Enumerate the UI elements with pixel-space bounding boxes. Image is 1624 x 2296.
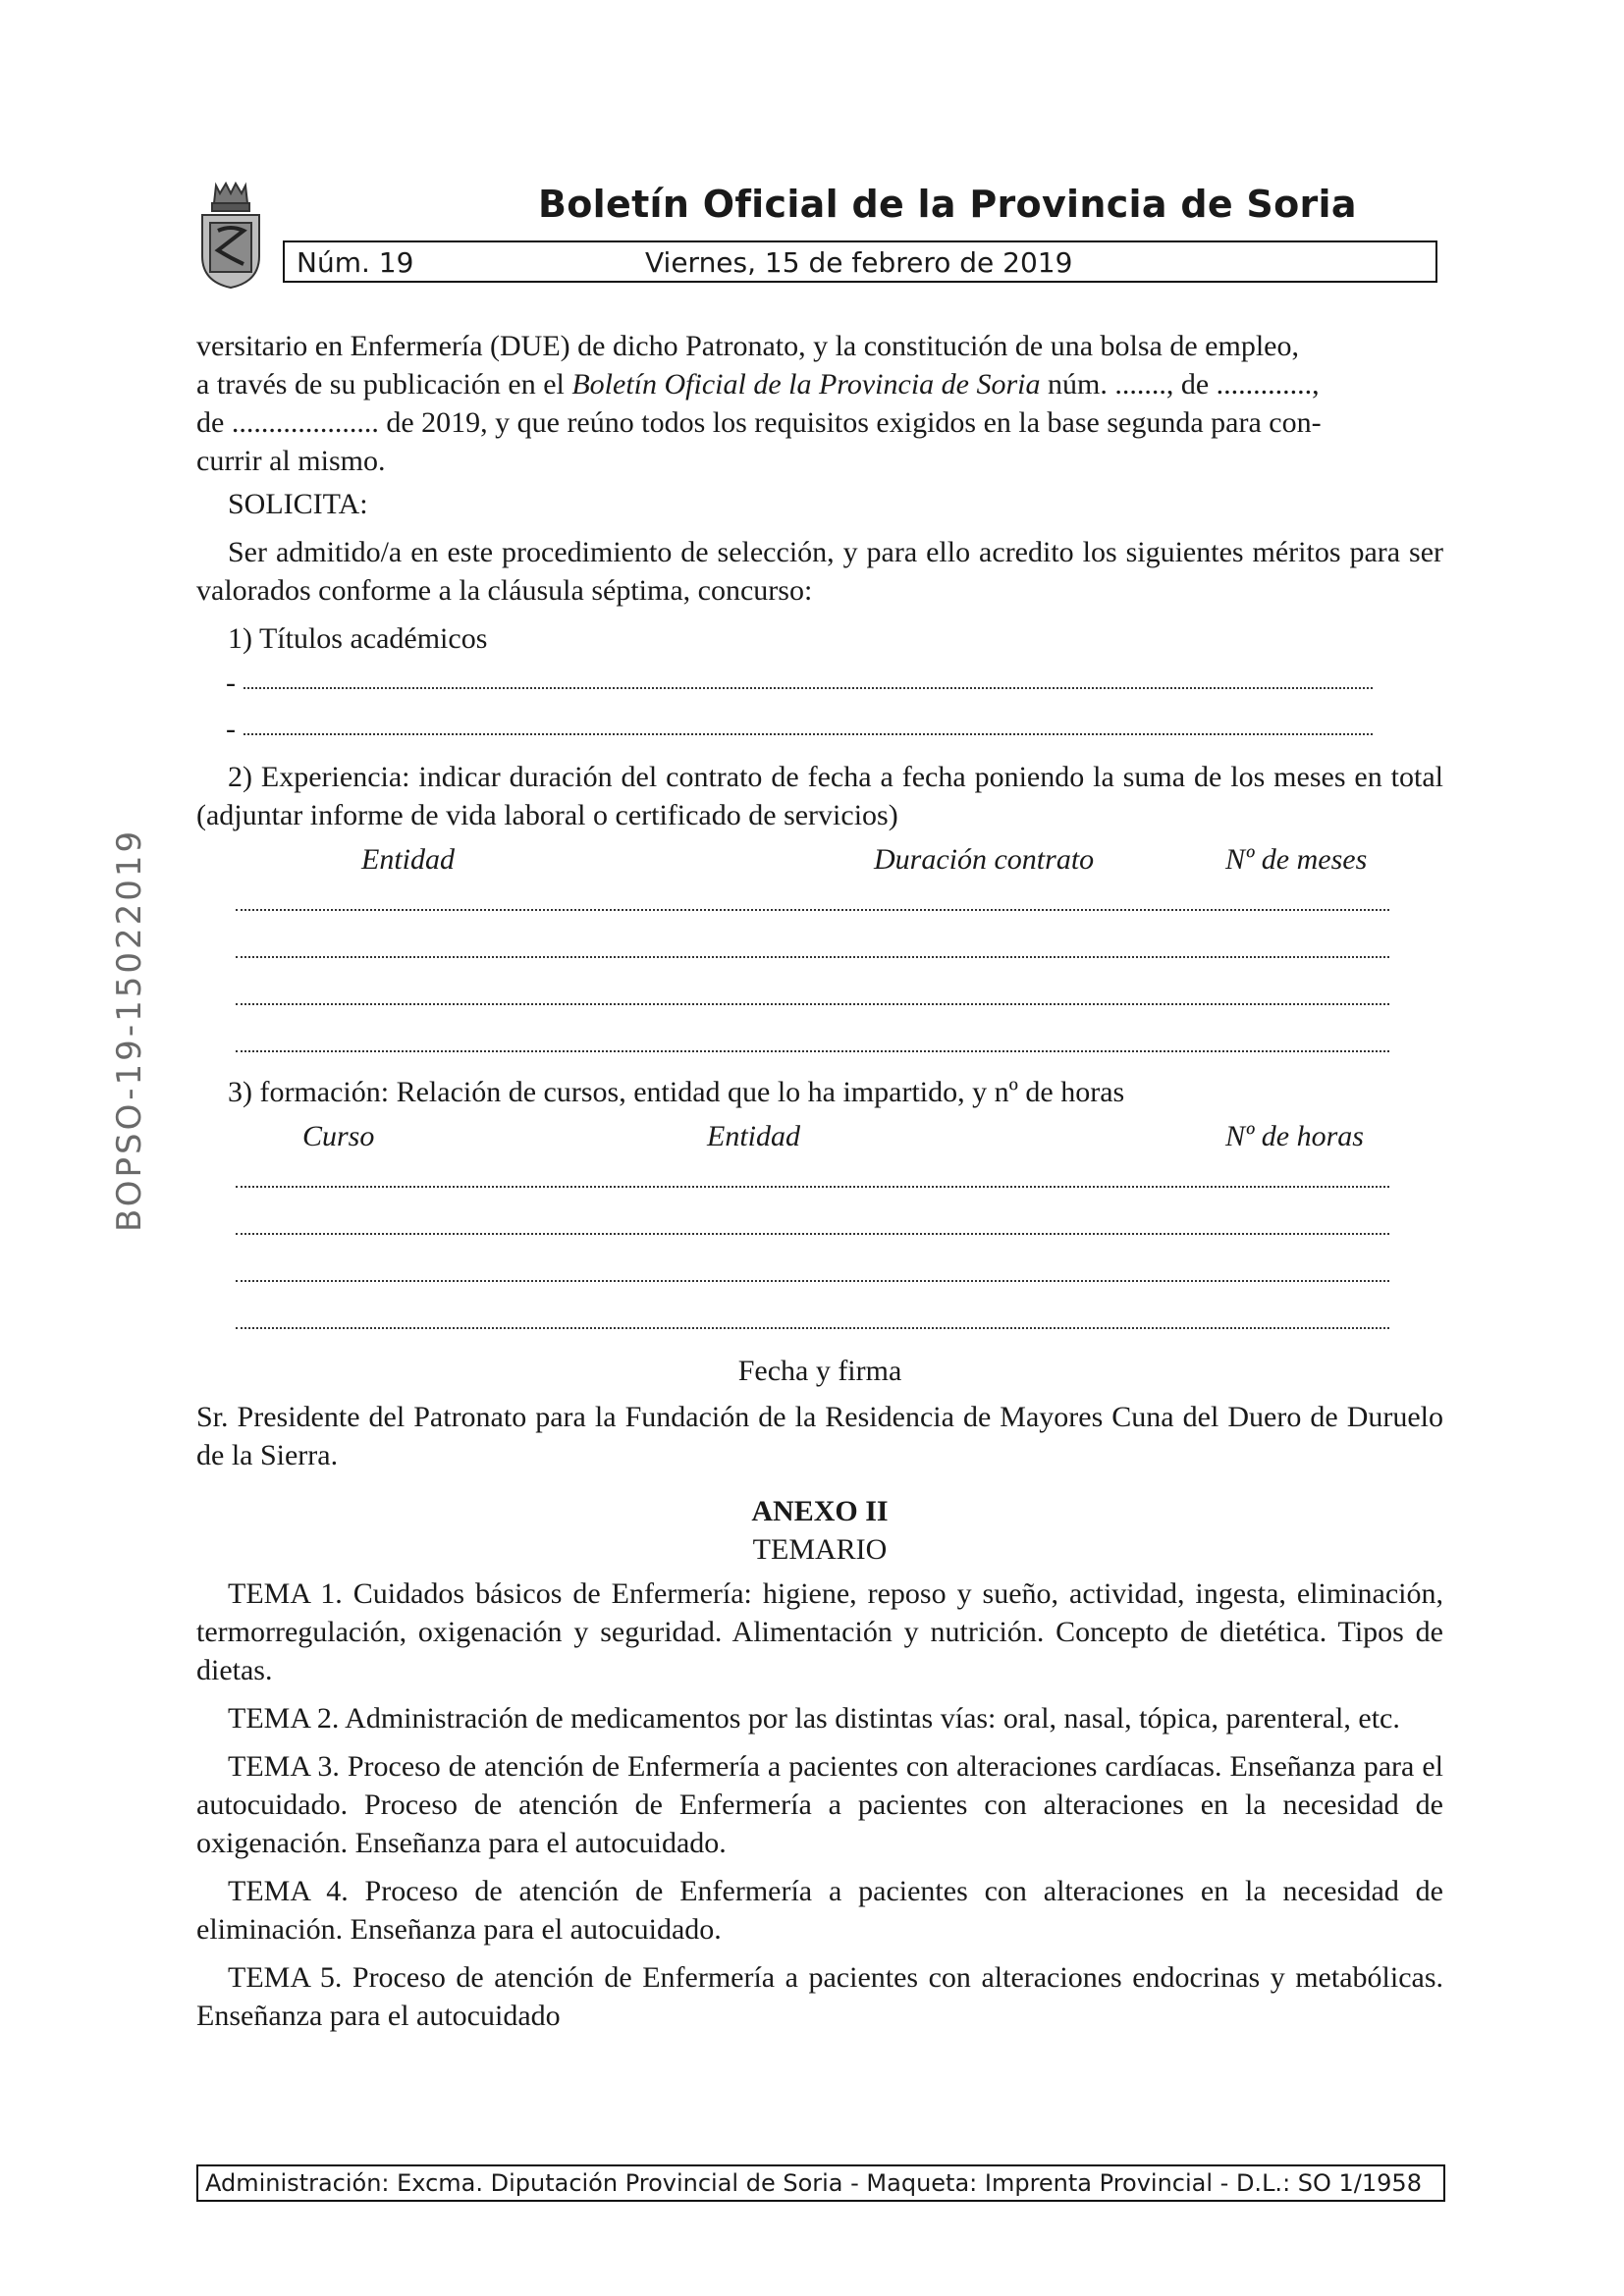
issue-date: Viernes, 15 de febrero de 2019 (645, 246, 1073, 279)
experiencia-columns (196, 838, 1443, 880)
footer-credits: Administración: Excma. Diputación Provincial de Soria - Maqueta: Imprenta Provincial - D.L.: SO 1/1958 (196, 2164, 1445, 2202)
intro-line: de .................... de 2019, y que reúno todos los requisitos exigidos en la base segunda para con- (196, 406, 1322, 439)
document-body (196, 327, 1443, 2035)
intro-line: currir al mismo. (196, 445, 386, 477)
column-entidad: Entidad (361, 843, 455, 876)
issue-number: Núm. 19 (297, 246, 414, 279)
bullet-dash: - (226, 713, 244, 745)
experiencia-entry-line (196, 1027, 1443, 1065)
column-duracion: Duración contrato (874, 843, 1095, 876)
titulo-entry-line (196, 664, 1443, 702)
intro-line (196, 365, 1443, 403)
intro-line: versitario en Enfermería (DUE) de dicho Patronato, y la constitución de una bolsa de empleo, (196, 330, 1299, 362)
intro-text: núm. ......., de ............., (1040, 368, 1320, 400)
bulletin-reference: Boletín Oficial de la Provincia de Soria (571, 368, 1041, 400)
bullet-dash: - (226, 667, 244, 699)
tema-paragraph: TEMA 4. Proceso de atención de Enfermería a pacientes con alteraciones en la necesidad de eliminación. Enseñanza para el autocuidado. (196, 1875, 1443, 1946)
column-horas: Nº de horas (1225, 1120, 1364, 1152)
intro-text: a través de su publicación en el (196, 368, 572, 400)
experiencia-paragraph: 2) Experiencia: indicar duración del contrato de fecha a fecha poniendo la suma de los meses en total (adjuntar informe de vida laboral o certificado de servicios) (196, 761, 1443, 831)
formacion-entry-line (196, 1209, 1443, 1248)
formacion-entry-line (196, 1304, 1443, 1342)
column-entidad: Entidad (707, 1120, 800, 1152)
titulo-entry-line (196, 710, 1443, 748)
annex-subtitle: TEMARIO (752, 1533, 888, 1566)
formacion-heading: 3) formación: Relación de cursos, entidad que lo ha impartido, y nº de horas (228, 1076, 1125, 1108)
titulos-heading: 1) Títulos académicos (228, 622, 488, 655)
document-code: BOPSO-19-15022019 (110, 828, 149, 1232)
formacion-columns (196, 1115, 1443, 1156)
tema-paragraph: TEMA 5. Proceso de atención de Enfermería a pacientes con alteraciones endocrinas y metabólicas. Enseñanza para el autocuidado (196, 1961, 1443, 2032)
issue-info-box (283, 240, 1437, 283)
experiencia-entry-line (196, 933, 1443, 971)
tema-paragraph: TEMA 2. Administración de medicamentos por las distintas vías: oral, nasal, tópica, parenteral, etc. (228, 1702, 1400, 1735)
experiencia-entry-line (196, 885, 1443, 924)
column-meses: Nº de meses (1225, 843, 1368, 876)
addressee: Sr. Presidente del Patronato para la Fundación de la Residencia de Mayores Cuna del Duero de Duruelo de la Sierra. (196, 1401, 1443, 1471)
coat-of-arms-icon (196, 180, 265, 290)
tema-paragraph: TEMA 3. Proceso de atención de Enfermería a pacientes con alteraciones cardíacas. Enseñanza para el autocuidado. Proceso de atención de Enfermería a pacientes con alteraciones en la necesidad de oxigenación. Enseñanza para el autocuidado. (196, 1750, 1443, 1859)
solicita-heading: SOLICITA: (228, 488, 368, 520)
formacion-entry-line (196, 1256, 1443, 1295)
experiencia-entry-line (196, 980, 1443, 1018)
column-curso: Curso (302, 1120, 375, 1152)
bulletin-title: Boletín Oficial de la Provincia de Soria (538, 183, 1357, 226)
solicita-paragraph: Ser admitido/a en este procedimiento de selección, y para ello acredito los siguientes méritos para ser valorados conforme a la cláusula séptima, concurso: (196, 536, 1443, 607)
formacion-entry-line (196, 1162, 1443, 1201)
tema-paragraph: TEMA 1. Cuidados básicos de Enfermería: higiene, reposo y sueño, actividad, ingesta, eliminación, termorregulación, oxigenación y seguridad. Alimentación y nutrición. Concepto de dietética. Tipos de dietas. (196, 1577, 1443, 1686)
signature-caption: Fecha y firma (737, 1355, 902, 1387)
annex-title: ANEXO II (751, 1495, 889, 1527)
